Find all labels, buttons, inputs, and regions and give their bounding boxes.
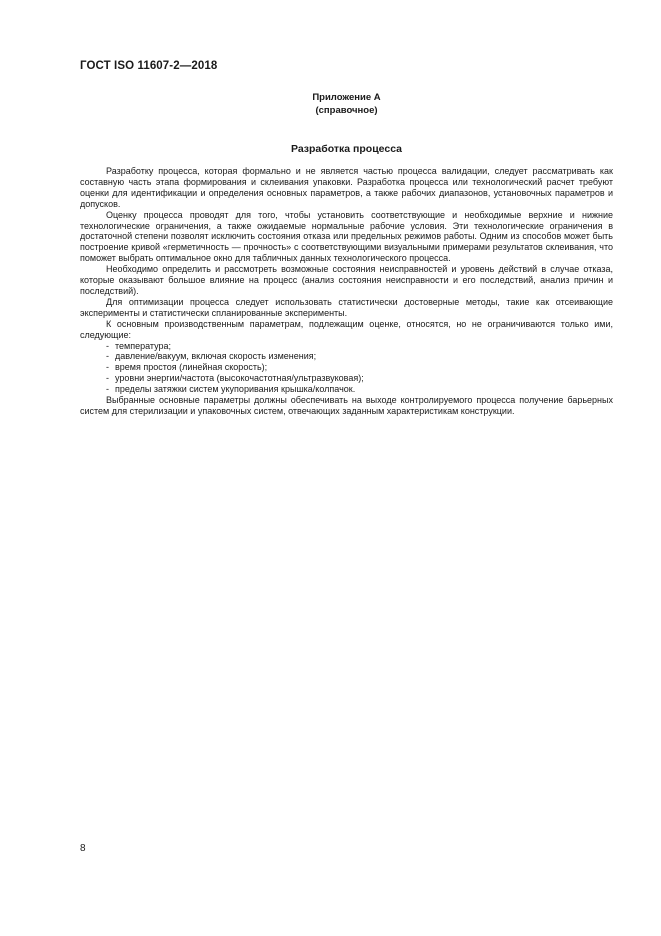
appendix-title: Приложение А: [312, 92, 381, 103]
body-text: [80, 166, 613, 417]
list-item: [106, 384, 613, 395]
list-item-text: температура;: [115, 340, 172, 351]
list-item: [106, 351, 613, 362]
paragraph: Оценку процесса проводят для того, чтобы установить соответствующие и необходимые верхние и нижние технологические ограничения, а также ожидаемые нормальные рабочие условия. Эти технологические ограничения в достаточной степени позволят исключить состояния отказа или предельных режимов работы. Одним из способов может быть построение кривой «герметичность — прочность» с соответствующими визуальными примерами результатов склеивания, что поможет выбрать оптимальное окно для табличных данных технологического процесса.: [80, 209, 613, 264]
paragraph: К основным производственным параметрам, подлежащим оценке, относятся, но не ограничиваются только ими, следующие:: [80, 318, 613, 340]
list-marker: -: [106, 373, 109, 384]
list-item-text: время простоя (линейная скорость);: [115, 362, 268, 373]
appendix-heading: [80, 91, 613, 117]
document-code-header: ГОСТ ISO 11607-2—2018: [80, 60, 218, 72]
paragraph: Необходимо определить и рассмотреть возможные состояния неисправностей и уровень действий в случае отказа, которые оказывают большое влияние на процесс (анализ состояния неисправности и его последствий, анализ причин и последствий).: [80, 264, 613, 296]
list-item: [106, 362, 613, 373]
page-number: 8: [80, 843, 86, 854]
closing-paragraph: Выбранные основные параметры должны обеспечивать на выходе контролируемого процесса получение барьерных систем для стерилизации и упаковочных систем, отвечающих заданным характеристикам конструкции.: [80, 395, 613, 416]
list-marker: -: [106, 362, 109, 373]
list-item-text: давление/вакуум, включая скорость изменения;: [115, 351, 317, 362]
appendix-subtitle: (справочное): [315, 105, 378, 116]
list-item: [106, 341, 613, 352]
list-marker: -: [106, 351, 109, 362]
list-marker: -: [106, 384, 109, 395]
section-title: Разработка процесса: [290, 143, 403, 155]
list-marker: -: [106, 340, 109, 351]
parameter-list: [80, 341, 613, 396]
list-item-text: уровни энергии/частота (высокочастотная/ультразвуковая);: [115, 373, 364, 384]
list-item: [106, 373, 613, 384]
list-item-text: пределы затяжки систем укупоривания крышка/колпачок.: [115, 384, 356, 395]
paragraph: Разработку процесса, которая формально и не является частью процесса валидации, следует рассматривать как составную часть этапа формирования и склеивания упаковки. Разработка процесса или технологический расчет требуют оценки для идентификации и определения основных параметров, а также рабочих диапазонов, установочных параметров и допусков.: [80, 166, 613, 209]
paragraph: Для оптимизации процесса следует использовать статистически достоверные методы, такие как отсеивающие эксперименты и статистически спланированные эксперименты.: [80, 296, 613, 318]
